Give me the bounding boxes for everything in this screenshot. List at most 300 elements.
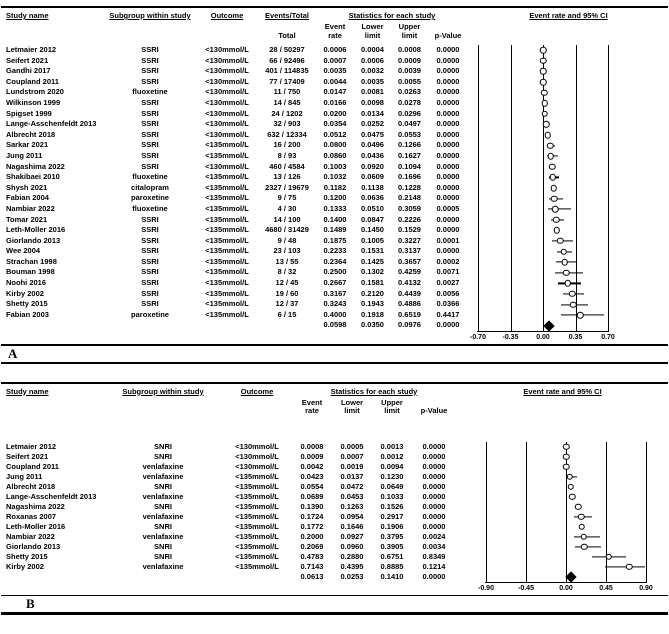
event-rate-value: 0.1772 (300, 521, 324, 531)
events-total-value: 77 / 17409 (269, 76, 305, 86)
lower-limit-value: 0.0510 (361, 203, 384, 213)
point-estimate-marker (557, 238, 564, 245)
lower-limit-value: 0.1263 (340, 501, 364, 511)
event-rate-value: 0.2000 (300, 531, 324, 541)
lower-limit-value: 0.0927 (340, 531, 364, 541)
lower-limit-value: 0.4395 (340, 561, 364, 571)
upper-limit-value: 0.0039 (398, 66, 421, 76)
outcome-value: <135mmol/L (235, 541, 279, 551)
forest-plot-cell (468, 140, 669, 151)
events-total-value: 4 / 30 (277, 203, 297, 213)
subgroup-value: SSRI (141, 55, 159, 65)
study-row (0, 66, 669, 77)
subheader-lower-limit (354, 23, 391, 40)
study-row (0, 502, 669, 512)
divider (1, 382, 668, 384)
study-name: Albrecht 2018 (6, 481, 56, 491)
subgroup-value: SSRI (141, 150, 159, 160)
subgroup-value: citalopram (131, 182, 169, 192)
subgroup-value: venlafaxine (142, 491, 184, 501)
outcome-value: <130mmol/L (205, 87, 249, 97)
forest-plot-cell (456, 572, 669, 582)
lower-limit-value: 0.1425 (361, 256, 384, 266)
lower-limit-value: 0.1005 (361, 235, 384, 245)
panel-a-sub-headers (0, 23, 669, 40)
study-name: Albrecht 2018 (6, 129, 56, 139)
lower-limit-value: 0.1943 (361, 299, 384, 309)
subgroup-value: fluoxetine (132, 203, 168, 213)
subgroup-value: SSRI (141, 256, 159, 266)
panel-b-plot-zone (0, 442, 669, 583)
subgroup-value: paroxetine (131, 193, 169, 203)
point-estimate-marker (554, 227, 561, 234)
p-value: 0.0071 (436, 267, 460, 277)
study-name: Fabian 2004 (6, 193, 49, 203)
upper-limit-value: 0.3905 (380, 541, 404, 551)
axis-tick-label: 0.70 (601, 334, 615, 342)
study-name: Jung 2011 (6, 471, 43, 481)
point-estimate-marker (560, 248, 567, 255)
lower-limit-value: 0.0350 (361, 320, 384, 330)
p-value: 0.0000 (436, 76, 460, 86)
p-value: 0.0000 (436, 214, 460, 224)
subheader-line: limit (364, 30, 381, 40)
outcome-value: <130mmol/L (235, 441, 279, 451)
forest-plot-cell (456, 452, 669, 462)
subheader-p-value: p-Value (434, 30, 462, 40)
subheader-line: limit (384, 406, 400, 416)
upper-limit-value: 0.1230 (380, 471, 404, 481)
forest-plot-cell (468, 299, 669, 310)
forest-plot-cell (468, 151, 669, 162)
p-value: 0.0000 (436, 182, 460, 192)
lower-limit-value: 0.0098 (361, 97, 384, 107)
header-study-name: Study name (6, 386, 49, 396)
study-row (0, 130, 669, 141)
subheader-upper-limit (391, 23, 428, 40)
subgroup-value: SSRI (141, 129, 159, 139)
event-rate-value: 0.1182 (323, 182, 347, 192)
event-rate-value: 0.0354 (323, 119, 347, 129)
point-estimate-marker (570, 301, 577, 308)
event-rate-value: 0.0009 (300, 451, 324, 461)
point-estimate-marker (540, 79, 547, 86)
events-total-value: 19 / 60 (275, 288, 299, 298)
axis-tick-label: 0.90 (639, 584, 653, 592)
study-name: Roxanas 2007 (6, 511, 57, 521)
study-name: Wilkinson 1999 (6, 97, 61, 107)
lower-limit-value: 0.1581 (361, 278, 384, 288)
subheader-p-value: p-Value (420, 406, 448, 416)
point-estimate-marker (548, 153, 555, 160)
study-name: Coupland 2011 (6, 76, 59, 86)
summary-diamond (566, 571, 577, 582)
forest-plot-cell (468, 257, 669, 268)
forest-plot-cell (456, 482, 669, 492)
outcome-value: <130mmol/L (205, 97, 249, 107)
point-estimate-marker (578, 513, 585, 520)
lower-limit-value: 0.0475 (361, 129, 384, 139)
p-value: 0.0000 (436, 45, 460, 54)
p-value: 0.0000 (436, 172, 460, 182)
ci-whisker (605, 566, 645, 567)
subgroup-value: SSRI (141, 45, 159, 54)
event-rate-value: 0.1390 (300, 501, 324, 511)
study-name: Coupland 2011 (6, 461, 59, 471)
study-name: Sarkar 2021 (6, 140, 49, 150)
outcome-value: <135mmol/L (235, 471, 279, 481)
outcome-value: <135mmol/L (205, 288, 249, 298)
study-row (0, 522, 669, 532)
study-row (0, 109, 669, 120)
study-name: Seifert 2021 (6, 451, 49, 461)
subgroup-value: SSRI (141, 140, 159, 150)
event-rate-value: 0.4783 (300, 551, 324, 561)
subgroup-value: SSRI (141, 246, 159, 256)
p-value: 0.8349 (422, 551, 446, 561)
study-row (0, 542, 669, 552)
panel-a-rows (0, 45, 669, 331)
forest-plot-cell (468, 193, 669, 204)
upper-limit-value: 0.1410 (380, 571, 404, 581)
events-total-value: 11 / 750 (273, 87, 301, 97)
subgroup-value: SSRI (141, 108, 159, 118)
panel-b (0, 387, 669, 595)
study-row (0, 225, 669, 236)
header-events-total: Events/Total (264, 11, 310, 20)
subgroup-value: paroxetine (131, 309, 169, 319)
p-value: 0.0024 (422, 531, 446, 541)
upper-limit-value: 0.4132 (398, 278, 421, 288)
upper-limit-value: 0.3657 (398, 256, 421, 266)
study-row (0, 236, 669, 247)
upper-limit-value: 0.0278 (398, 97, 421, 107)
events-total-value: 9 / 75 (277, 193, 297, 203)
event-rate-value: 0.0598 (323, 320, 347, 330)
upper-limit-value: 0.1906 (380, 521, 404, 531)
bottom-rule (1, 612, 668, 615)
outcome-value: <135mmol/L (205, 235, 249, 245)
subheader-line: limit (401, 30, 418, 40)
outcome-value: <135mmol/L (235, 551, 279, 561)
upper-limit-value: 0.0296 (398, 108, 421, 118)
p-value: 0.0000 (422, 441, 446, 451)
study-name: Wee 2004 (6, 246, 41, 256)
outcome-value: <135mmol/L (205, 214, 249, 224)
p-value: 0.0000 (436, 87, 460, 97)
study-name: Tomar 2021 (6, 214, 48, 224)
events-total-value: 6 / 15 (277, 309, 297, 319)
events-total-value: 8 / 93 (277, 150, 297, 160)
point-estimate-marker (565, 280, 572, 287)
upper-limit-value: 0.4886 (398, 299, 421, 309)
forest-plot-cell (456, 512, 669, 522)
lower-limit-value: 0.0920 (361, 161, 384, 171)
study-row (0, 462, 669, 472)
upper-limit-value: 0.1033 (380, 491, 404, 501)
forest-plot-cell (456, 522, 669, 532)
point-estimate-marker (563, 443, 570, 450)
lower-limit-value: 0.0019 (340, 461, 364, 471)
lower-limit-value: 0.1302 (361, 267, 384, 277)
outcome-value: <135mmol/L (205, 299, 249, 309)
study-row (0, 215, 669, 226)
point-estimate-marker (549, 174, 556, 181)
point-estimate-marker (551, 195, 558, 202)
outcome-value: <135mmol/L (235, 491, 279, 501)
forest-plot-cell (456, 552, 669, 562)
event-rate-value: 0.0166 (323, 97, 347, 107)
event-rate-value: 0.1003 (323, 161, 347, 171)
study-row (0, 299, 669, 310)
lower-limit-value: 0.0134 (361, 108, 384, 118)
lower-limit-value: 0.0436 (361, 150, 384, 160)
outcome-value: <135mmol/L (235, 561, 279, 571)
axis-tick-label: 0.45 (599, 584, 613, 592)
p-value: 0.0001 (436, 235, 460, 245)
event-rate-value: 0.7143 (300, 561, 324, 571)
events-total-value: 28 / 50297 (269, 45, 305, 54)
forest-plot-cell (468, 204, 669, 215)
forest-plot-cell (468, 289, 669, 300)
study-row (0, 442, 669, 452)
p-value: 0.0056 (436, 288, 460, 298)
upper-limit-value: 0.0976 (398, 320, 421, 330)
study-row (0, 77, 669, 88)
event-rate-value: 0.0200 (323, 108, 347, 118)
study-row (0, 56, 669, 67)
p-value: 0.1214 (422, 561, 446, 571)
outcome-value: <135mmol/L (235, 511, 279, 521)
outcome-value: <135mmol/L (205, 182, 249, 192)
forest-plot-cell (456, 542, 669, 552)
subheader-line: rate (305, 406, 319, 416)
subgroup-value: SSRI (141, 267, 159, 277)
panel-b-axis-labels (0, 583, 669, 595)
subgroup-value: SNRI (154, 451, 172, 461)
outcome-value: <130mmol/L (205, 55, 249, 65)
p-value: 0.0000 (422, 521, 446, 531)
events-total-value: 8 / 32 (277, 267, 297, 277)
subgroup-value: SNRI (154, 481, 172, 491)
upper-limit-value: 0.4439 (398, 288, 421, 298)
study-name: Nagashima 2022 (6, 501, 65, 511)
study-name: Nambiar 2022 (6, 203, 55, 213)
subheader-upper-limit (372, 399, 412, 416)
upper-limit-value: 0.0055 (398, 76, 421, 86)
event-rate-value: 0.0860 (323, 150, 347, 160)
point-estimate-marker (579, 523, 586, 530)
subgroup-value: SSRI (141, 278, 159, 288)
study-row (0, 492, 669, 502)
study-row (0, 204, 669, 215)
subgroup-value: SSRI (141, 235, 159, 245)
outcome-value: <135mmol/L (235, 481, 279, 491)
point-estimate-marker (553, 217, 560, 224)
p-value: 0.0000 (436, 225, 460, 235)
forest-plot-cell (456, 462, 669, 472)
p-value: 0.0000 (422, 471, 446, 481)
events-total-value: 14 / 845 (273, 97, 301, 107)
axis-tick-label: -0.70 (470, 334, 486, 342)
header-statistics-group: Statistics for each study (330, 386, 418, 396)
study-name: Shetty 2015 (6, 551, 48, 561)
upper-limit-value: 0.2917 (380, 511, 404, 521)
forest-plot-cell (468, 109, 669, 120)
event-rate-value: 0.0035 (323, 66, 347, 76)
panel-a-axis-labels (0, 332, 669, 344)
study-row (0, 162, 669, 173)
forest-plot-cell (468, 77, 669, 88)
outcome-value: <135mmol/L (205, 309, 249, 319)
header-study-name: Study name (6, 11, 49, 20)
study-name: Lundstrom 2020 (6, 87, 64, 97)
outcome-value: <135mmol/L (205, 193, 249, 203)
events-total-value: 14 / 100 (273, 214, 301, 224)
subgroup-value: SSRI (141, 288, 159, 298)
subheader-lower-limit (332, 399, 372, 416)
p-value: 0.0027 (436, 278, 460, 288)
header-statistics-group: Statistics for each study (348, 11, 436, 20)
lower-limit-value: 0.0006 (361, 55, 384, 65)
forest-plot-cell (468, 66, 669, 77)
events-total-value: 12 / 45 (275, 278, 299, 288)
subgroup-value: SSRI (141, 161, 159, 171)
p-value: 0.0000 (436, 119, 460, 129)
lower-limit-value: 0.0137 (340, 471, 364, 481)
forest-plot-cell (456, 442, 669, 452)
p-value: 0.0000 (422, 461, 446, 471)
forest-plot-cell (456, 502, 669, 512)
point-estimate-marker (567, 473, 574, 480)
events-total-value: 24 / 1202 (271, 108, 303, 118)
point-estimate-marker (563, 463, 570, 470)
study-row (0, 512, 669, 522)
study-name: Shysh 2021 (6, 182, 48, 192)
point-estimate-marker (605, 553, 612, 560)
upper-limit-value: 0.4259 (398, 267, 421, 277)
event-rate-value: 0.3243 (323, 299, 347, 309)
outcome-value: <130mmol/L (205, 161, 249, 171)
upper-limit-value: 0.1228 (398, 182, 421, 192)
point-estimate-marker (540, 58, 547, 65)
subheader-line: Upper (381, 397, 403, 407)
p-value: 0.0366 (436, 299, 460, 309)
axis-tick-label: -0.90 (478, 584, 494, 592)
outcome-value: <135mmol/L (235, 501, 279, 511)
forest-plot-cell (468, 278, 669, 289)
subgroup-value: SSRI (141, 119, 159, 129)
panel-b-label: B (26, 596, 35, 612)
subgroup-value: venlafaxine (142, 471, 184, 481)
outcome-value: <135mmol/L (205, 203, 249, 213)
point-estimate-marker (563, 453, 570, 460)
upper-limit-value: 0.3059 (398, 203, 421, 213)
events-total-value: 460 / 4584 (269, 161, 305, 171)
lower-limit-value: 0.0007 (340, 451, 364, 461)
study-row (0, 267, 669, 278)
lower-limit-value: 0.0609 (361, 172, 384, 182)
upper-limit-value: 0.1696 (398, 172, 421, 182)
p-value: 0.0000 (436, 108, 460, 118)
point-estimate-marker (545, 132, 552, 139)
event-rate-value: 0.1875 (323, 235, 347, 245)
p-value: 0.0000 (436, 97, 460, 107)
event-rate-value: 0.0006 (323, 45, 347, 54)
subgroup-value: SSRI (141, 66, 159, 76)
event-rate-value: 0.2233 (323, 246, 347, 256)
subgroup-value: SSRI (141, 299, 159, 309)
p-value: 0.0000 (422, 491, 446, 501)
p-value: 0.0000 (422, 451, 446, 461)
panel-b-rows (0, 442, 669, 582)
outcome-value: <135mmol/L (205, 225, 249, 235)
event-rate-value: 0.2069 (300, 541, 324, 551)
forest-plot-cell (456, 492, 669, 502)
upper-limit-value: 0.0013 (380, 441, 404, 451)
forest-plot-cell (456, 562, 669, 572)
point-estimate-marker (541, 89, 548, 96)
events-total-value: 4680 / 31429 (265, 225, 309, 235)
lower-limit-value: 0.0004 (361, 45, 384, 54)
study-name: Kirby 2002 (6, 561, 44, 571)
outcome-value: <135mmol/L (205, 267, 249, 277)
subgroup-value: SNRI (154, 441, 172, 451)
axis-tick-label: 0.00 (536, 334, 550, 342)
lower-limit-value: 0.0496 (361, 140, 384, 150)
events-total-value: 66 / 92496 (269, 55, 305, 65)
study-name: Giorlando 2013 (6, 235, 61, 245)
forest-plot-cell (468, 310, 669, 321)
p-value: 0.0000 (436, 150, 460, 160)
panel-b-sub-headers (0, 399, 669, 416)
subgroup-value: fluoxetine (132, 87, 168, 97)
panel-a (0, 11, 669, 344)
study-row (0, 452, 669, 462)
study-row (0, 257, 669, 268)
lower-limit-value: 0.0472 (340, 481, 364, 491)
study-name: Strachan 1998 (6, 256, 57, 266)
study-row (0, 193, 669, 204)
study-name: Jung 2011 (6, 150, 43, 160)
outcome-value: <130mmol/L (235, 461, 279, 471)
study-name: Letmaier 2012 (6, 45, 57, 54)
events-total-value: 13 / 55 (275, 256, 299, 266)
subheader-line: limit (344, 406, 360, 416)
events-total-value: 23 / 103 (273, 246, 301, 256)
event-rate-value: 0.1400 (323, 214, 347, 224)
study-name: Noohi 2016 (6, 278, 47, 288)
events-total-value: 32 / 903 (273, 119, 301, 129)
p-value: 0.0000 (436, 193, 460, 203)
lower-limit-value: 0.2880 (340, 551, 364, 561)
point-estimate-marker (563, 270, 570, 277)
panel-a-plot-zone (0, 45, 669, 332)
lower-limit-value: 0.1138 (361, 182, 384, 192)
study-row (0, 246, 669, 257)
forest-plot-cell (468, 215, 669, 226)
events-total-value: 401 / 114835 (265, 66, 309, 76)
study-row (0, 45, 669, 56)
study-name: Spigset 1999 (6, 108, 52, 118)
events-total-value: 9 / 48 (277, 235, 297, 245)
events-total-value: 13 / 126 (273, 172, 301, 182)
lower-limit-value: 0.0954 (340, 511, 364, 521)
subgroup-value: venlafaxine (142, 511, 184, 521)
lower-limit-value: 0.0253 (340, 571, 364, 581)
p-value: 0.0000 (422, 511, 446, 521)
upper-limit-value: 0.6519 (398, 309, 421, 319)
